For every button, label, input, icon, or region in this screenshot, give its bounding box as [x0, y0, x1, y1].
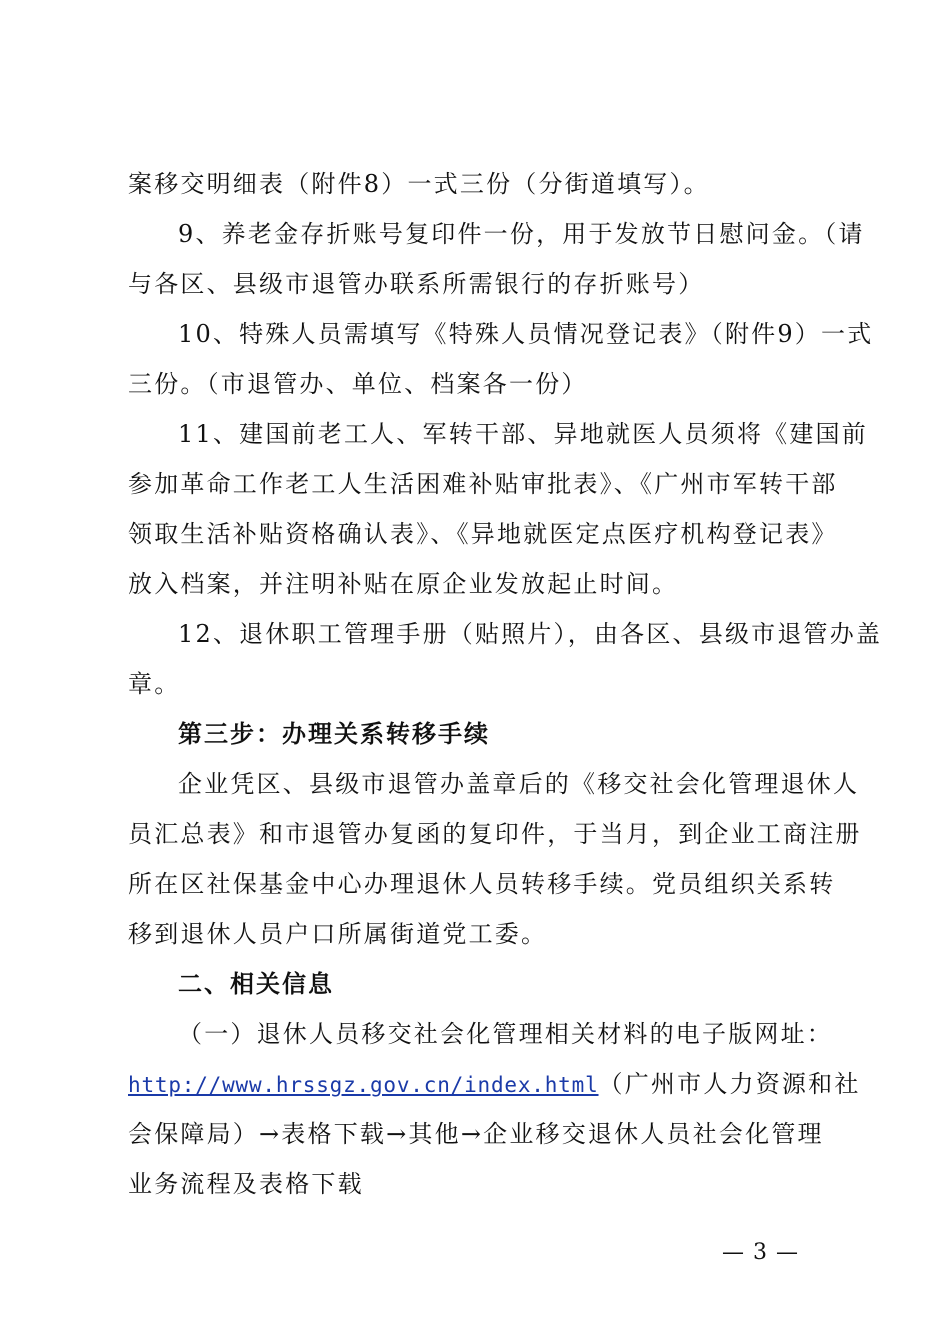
- step-3-line-4: 移到退休人员户口所属街道党工委。: [128, 920, 548, 948]
- item-11-line-4: 放入档案，并注明补贴在原企业发放起止时间。: [128, 570, 679, 598]
- item-12-line-1: 12、退休职工管理手册（贴照片），由各区、县级市退管办盖: [178, 620, 883, 648]
- link-suffix-text: （广州市人力资源和社: [598, 1070, 861, 1098]
- item-11-line-2: 参加革命工作老工人生活困难补贴审批表》、《广州市军转干部: [128, 470, 838, 498]
- item-9-line-1: 9、养老金存折账号复印件一份，用于发放节日慰问金。（请: [178, 220, 865, 248]
- item-12-line-2: 章。: [128, 670, 181, 698]
- step-3-line-2: 员汇总表》和市退管办复函的复印件，于当月，到企业工商注册: [128, 820, 862, 848]
- step-3-line-3: 所在区社保基金中心办理退休人员转移手续。党员组织关系转: [128, 870, 836, 898]
- item-11-line-1: 11、建国前老工人、军转干部、异地就医人员须将《建国前: [178, 420, 868, 448]
- info-1-line-1: （一）退休人员移交社会化管理相关材料的电子版网址：: [178, 1020, 833, 1048]
- info-1-line-2: [128, 1068, 861, 1101]
- item-9-line-2: 与各区、县级市退管办联系所需银行的存折账号）: [128, 270, 705, 298]
- step-3-heading: 第三步：办理关系转移手续: [178, 720, 490, 748]
- section-2-heading: 二、相关信息: [178, 970, 334, 998]
- item-10-line-1: 10、特殊人员需填写《特殊人员情况登记表》（附件9）一式: [178, 320, 874, 348]
- item-10-line-2: 三份。（市退管办、单位、档案各一份）: [128, 370, 588, 398]
- info-1-line-3: 会保障局）→表格下载→其他→企业移交退休人员社会化管理: [128, 1120, 824, 1148]
- page-number: — 3 —: [722, 1240, 799, 1265]
- item-11-line-3: 领取生活补贴资格确认表》、《异地就医定点医疗机构登记表》: [128, 520, 838, 548]
- info-1-line-4: 业务流程及表格下载: [128, 1170, 364, 1198]
- paragraph-line: 案移交明细表（附件8）一式三份（分街道填写）。: [128, 170, 710, 198]
- website-link[interactable]: http://www.hrssgz.gov.cn/index.html: [128, 1073, 599, 1097]
- step-3-line-1: 企业凭区、县级市退管办盖章后的《移交社会化管理退休人: [178, 770, 860, 798]
